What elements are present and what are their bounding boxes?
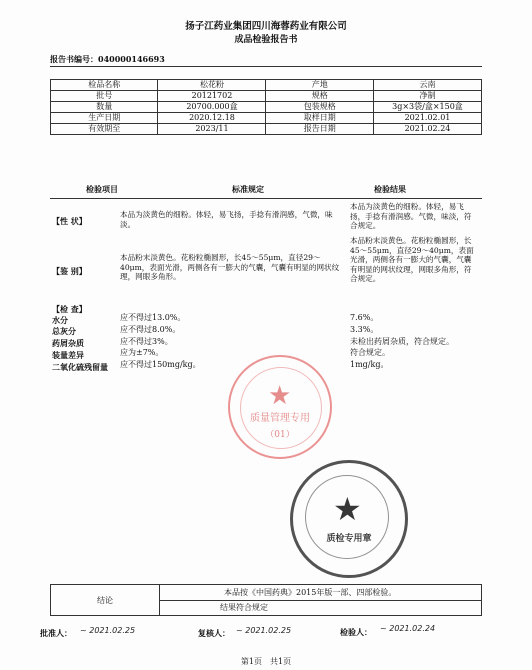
reviewer-date: 2021.02.25 bbox=[245, 626, 292, 635]
info-cell: 数量 bbox=[51, 102, 158, 113]
tester-signature bbox=[380, 624, 435, 633]
exam-item-name: 药屑杂质 bbox=[52, 338, 84, 348]
character-label: 【性 状】 bbox=[52, 216, 87, 226]
info-cell: 批号 bbox=[51, 91, 158, 102]
approver-signature bbox=[80, 626, 135, 635]
character-result: 本品为淡黄色的细粉。体轻，易飞扬，手捻有滑润感。气微，味淡，符合规定。 bbox=[350, 202, 472, 231]
info-cell: 净制 bbox=[373, 91, 481, 102]
quality-seal-red bbox=[228, 355, 332, 459]
info-cell: 3g×3袋/盒×150盒 bbox=[373, 102, 481, 113]
exam-item-result: 7.6%。 bbox=[350, 313, 379, 322]
exam-item-name: 总灰分 bbox=[52, 326, 76, 336]
exam-item-name: 水分 bbox=[52, 315, 68, 325]
info-cell: 2023/11 bbox=[158, 124, 266, 135]
signature-mark: ~ bbox=[380, 624, 390, 633]
seal-number: （01） bbox=[265, 430, 295, 440]
info-cell: 2021.02.01 bbox=[373, 113, 481, 124]
info-cell: 云南 bbox=[373, 80, 481, 91]
approver-date: 2021.02.25 bbox=[89, 626, 136, 635]
info-cell: 2020.12.18 bbox=[158, 113, 266, 124]
info-cell: 有效期至 bbox=[51, 124, 158, 135]
info-cell: 2021.02.24 bbox=[373, 124, 481, 135]
exam-item-standard: 应不得过8.0%。 bbox=[120, 325, 181, 334]
inspection-seal-black bbox=[290, 460, 408, 578]
exam-item-standard: 应不得过3%。 bbox=[120, 337, 173, 346]
page-number: 第1页 共1页 bbox=[240, 657, 292, 666]
column-header-standard: 标准规定 bbox=[232, 184, 264, 194]
exam-item-name: 二氧化硫残留量 bbox=[52, 362, 108, 372]
exam-item-standard: 应不得过150mg/kg。 bbox=[120, 360, 201, 369]
table-row bbox=[51, 80, 482, 91]
document-title: 成品检验报告书 bbox=[234, 35, 298, 45]
info-cell: 松花粉 bbox=[158, 80, 266, 91]
report-number bbox=[50, 54, 165, 64]
tester-label: 检验人： bbox=[340, 627, 372, 637]
exam-item-standard: 应不得过13.0%。 bbox=[120, 313, 186, 322]
tester-date: 2021.02.24 bbox=[389, 624, 436, 633]
conclusion-result: 结果符合规定 bbox=[160, 600, 482, 616]
info-cell: 规格 bbox=[266, 91, 373, 102]
info-cell: 20700.000盒 bbox=[158, 102, 266, 113]
examination-label: 【检 查】 bbox=[52, 304, 87, 314]
info-cell: 报告日期 bbox=[266, 124, 373, 135]
info-cell: 取样日期 bbox=[266, 113, 373, 124]
reviewer-label: 复核人： bbox=[198, 628, 230, 638]
exam-item-result: 未检出药屑杂质，符合规定。 bbox=[350, 337, 454, 346]
info-cell: 包装规格 bbox=[266, 102, 373, 113]
column-rule bbox=[50, 198, 482, 199]
table-row bbox=[51, 113, 482, 124]
exam-item-result: 3.3%。 bbox=[350, 325, 379, 334]
star-icon: ★ bbox=[333, 490, 362, 528]
table-row bbox=[51, 91, 482, 102]
conclusion-label: 结论 bbox=[51, 585, 160, 616]
info-cell: 检品名称 bbox=[51, 80, 158, 91]
info-cell: 20121702 bbox=[158, 91, 266, 102]
company-name: 扬子江药业集团四川海蓉药业有限公司 bbox=[185, 21, 347, 32]
info-cell: 生产日期 bbox=[51, 113, 158, 124]
report-number-value: 040000146693 bbox=[98, 54, 165, 64]
identification-label: 【鉴 别】 bbox=[52, 266, 87, 276]
exam-item-result: 1mg/kg。 bbox=[350, 360, 389, 369]
info-table bbox=[50, 79, 482, 135]
table-row bbox=[51, 124, 482, 135]
exam-item-result: 符合规定。 bbox=[350, 348, 390, 357]
exam-item-standard: 应为±7%。 bbox=[120, 348, 164, 357]
table-row bbox=[51, 102, 482, 113]
column-header-result: 检验结果 bbox=[374, 184, 406, 194]
approver-label: 批准人： bbox=[40, 628, 72, 638]
conclusion-table bbox=[50, 584, 482, 616]
column-header-item: 检验项目 bbox=[86, 184, 118, 194]
seal-text: 质检专用章 bbox=[326, 534, 372, 544]
identification-result: 本品粉末淡黄色。花粉粒椭圆形，长45～55μm，直径29～40μm，表面光滑，两侧各有一膨大的气囊，气囊有明显的网状纹理，网眼多角形，符合规定。 bbox=[350, 236, 474, 284]
table-row bbox=[51, 585, 482, 601]
exam-item-name: 装量差异 bbox=[52, 350, 84, 360]
report-number-label: 报告书编号： bbox=[50, 54, 98, 64]
signature-mark: ~ bbox=[80, 626, 90, 635]
header-rule bbox=[50, 66, 482, 67]
seal-text: 质量管理专用 bbox=[250, 413, 310, 424]
character-standard: 本品为淡黄色的细粉。体轻，易飞扬，手捻有滑润感，气微，味淡。 bbox=[120, 210, 333, 229]
conclusion-basis: 本品按《中国药典》2015年版一部、四部检验。 bbox=[160, 585, 482, 601]
info-cell: 产地 bbox=[266, 80, 373, 91]
star-icon: ★ bbox=[268, 381, 292, 411]
identification-standard: 本品粉末淡黄色。花粉粒椭圆形，长45～55μm，直径29～40μm，表面光滑，两侧各有一膨大的气囊，气囊有明显的网状纹理，网眼多角形。 bbox=[120, 253, 340, 282]
reviewer-signature bbox=[236, 626, 291, 635]
signature-mark: ~ bbox=[236, 626, 246, 635]
